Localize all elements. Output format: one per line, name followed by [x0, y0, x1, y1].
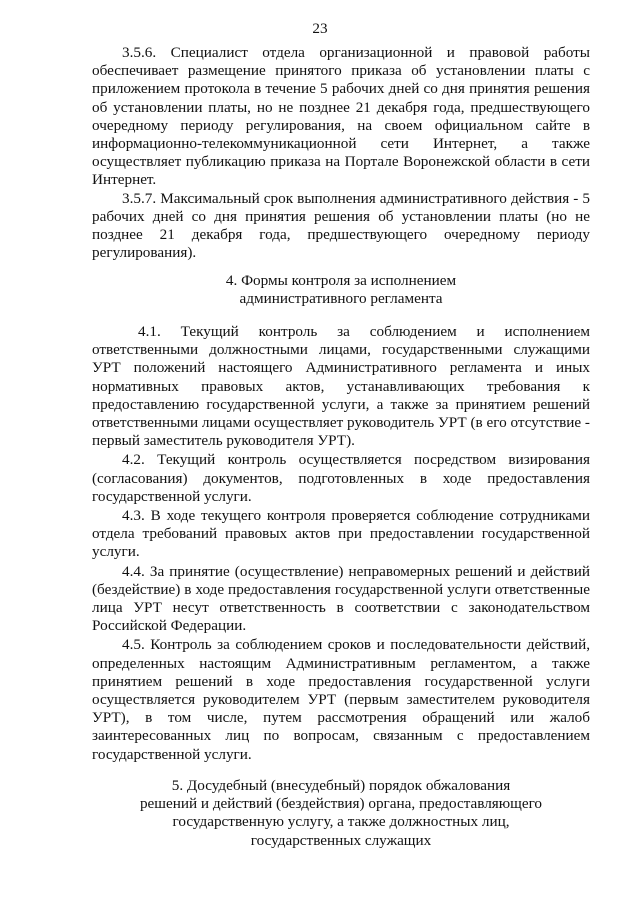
- paragraph-3-5-7: 3.5.7. Максимальный срок выполнения административного действия - 5 рабочих дней со дня принятия решения об установлении платы (но не позднее 21 декабря года, предшествующего очередному периоду регулирования).: [92, 189, 590, 262]
- paragraph-4-1: 4.1. Текущий контроль за соблюдением и исполнением ответственными должностными лицами, государственными служащими УРТ положений настоящего Административного регламента и иных нормативных правовых актов, устанавливающих требования к предоставлению государственной услуги, а также за принятием решений ответственными лицами осуществляет руководитель УРТ (в его отсутствие - первый заместитель руководителя УРТ).: [92, 323, 590, 450]
- section-5-heading-line: государственных служащих: [250, 831, 432, 849]
- paragraph-4-2: 4.2. Текущий контроль осуществляется посредством визирования (согласования) документов, подготовленных в ходе предоставления государственной услуги.: [92, 451, 590, 505]
- paragraph-4-4: 4.4. За принятие (осуществление) неправомерных решений и действий (бездействие) в ходе предоставления государственной услуги ответственные лица УРТ несут ответственность в соответствии с законодательством Российской Федерации.: [92, 562, 590, 635]
- section-3-paragraphs: [92, 44, 590, 262]
- paragraph-3-5-6: 3.5.6. Специалист отдела организационной и правовой работы обеспечивает размещение принятого приказа об установлении платы с приложением протокола в течение 5 рабочих дней со дня принятия решения об установлении платы, но не позднее 21 декабря года, предшествующего очередному периоду регулирования, на своем официальном сайте в информационно-телекоммуникационной сети Интернет, а также осуществляет публикацию приказа на Портале Воронежской области в сети Интернет.: [92, 44, 590, 189]
- section-4-heading: [92, 272, 590, 308]
- section-4-heading-line: административного регламента: [239, 290, 443, 308]
- section-5-heading-line: решений и действий (бездействия) органа, предоставляющего: [139, 795, 543, 813]
- page-number: 23: [312, 20, 328, 37]
- section-4-heading-line: 4. Формы контроля за исполнением: [225, 272, 457, 289]
- paragraph-4-5: 4.5. Контроль за соблюдением сроков и последовательности действий, определенных настоящим Административным регламентом, а также принятием решений в ходе предоставления государственной услуги осуществляется руководителем УРТ (первым заместителем руководителя УРТ), в том числе, путем рассмотрения обращений или жалоб заинтересованных лиц по вопросам, связанным с предоставлением государственной услуги.: [92, 636, 590, 763]
- section-4-paragraphs: [92, 323, 590, 765]
- section-5-heading-line: 5. Досудебный (внесудебный) порядок обжалования: [171, 777, 511, 794]
- section-5-heading-line: государственную услугу, а также должностных лиц,: [172, 813, 510, 831]
- section-5-heading: [92, 777, 590, 850]
- paragraph-4-3: 4.3. В ходе текущего контроля проверяется соблюдение сотрудниками отдела требований правовых актов при предоставлении государственной услуги.: [92, 507, 590, 561]
